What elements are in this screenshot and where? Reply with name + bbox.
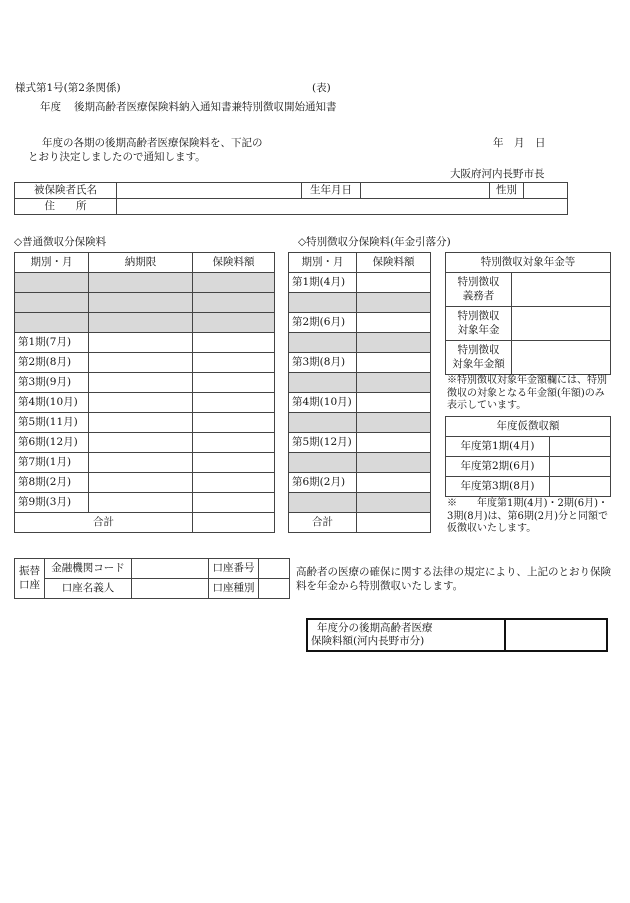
- ordinary-total-value: [193, 513, 275, 533]
- insured-name-value: [117, 183, 302, 199]
- pension-title: 特別徴収対象年金等: [446, 253, 611, 273]
- summary-value: [505, 619, 607, 651]
- account-holder-label: 口座名義人: [45, 579, 132, 599]
- table-row: [15, 413, 275, 433]
- account-number-value: [259, 559, 290, 579]
- special-header-period: 期別・月: [289, 253, 357, 273]
- ordinary-period: 第1期(7月): [15, 333, 89, 353]
- insured-name-label: 被保険者氏名: [15, 183, 117, 199]
- ordinary-period: 第8期(2月): [15, 473, 89, 493]
- pension-amount-value: [512, 341, 611, 375]
- ordinary-header-deadline: 納期限: [89, 253, 193, 273]
- ordinary-period: 第6期(12月): [15, 433, 89, 453]
- special-period: 第6期(2月): [289, 473, 357, 493]
- form-number: 様式第1号(第2条関係): [15, 82, 121, 94]
- issuer: 大阪府河内長野市長: [450, 168, 545, 180]
- pension-type-label: 特別徴収 対象年金: [446, 307, 512, 341]
- pension-obligor-value: [512, 273, 611, 307]
- special-header-amount: 保険料額: [357, 253, 431, 273]
- issue-date: 年 月 日: [493, 137, 546, 149]
- side-label: (表): [312, 82, 331, 94]
- title-year: 年度: [40, 101, 61, 113]
- table-row: [15, 473, 275, 493]
- provisional-row-label: 年度第3期(8月): [446, 477, 550, 497]
- table-row: [15, 333, 275, 353]
- pension-obligor-label: 特別徴収 義務者: [446, 273, 512, 307]
- pension-note: ※特別徴収対象年金額欄には、特別徴収の対象となる年金額(年額)のみ表示しています。: [447, 375, 607, 411]
- bank-code-value: [132, 559, 209, 579]
- pension-table: [445, 252, 611, 375]
- shaded-row: [15, 273, 275, 293]
- summary-label: 年度分の後期高齢者医療 保険料額(河内長野市分): [307, 619, 505, 651]
- special-section-title: ◇特別徴収分保険料(年金引落分): [298, 236, 451, 248]
- shaded-row: [15, 293, 275, 313]
- ordinary-period: 第9期(3月): [15, 493, 89, 513]
- special-table: [288, 252, 431, 533]
- birth-date-value: [361, 183, 490, 199]
- ordinary-section-title: ◇普通徴収分保険料: [14, 236, 107, 248]
- table-row: [15, 433, 275, 453]
- special-period: 第1期(4月): [289, 273, 357, 293]
- pension-amount-label: 特別徴収 対象年金額: [446, 341, 512, 375]
- birth-date-label: 生年月日: [302, 183, 361, 199]
- special-period: 第5期(12月): [289, 433, 357, 453]
- account-type-value: [259, 579, 290, 599]
- ordinary-table: [14, 252, 275, 533]
- bank-table: [14, 558, 290, 599]
- table-row: [15, 453, 275, 473]
- law-text: 高齢者の医療の確保に関する法律の規定により、上記のとおり保険料を年金から特別徴収いたします。: [296, 566, 611, 593]
- ordinary-period: 第2期(8月): [15, 353, 89, 373]
- bank-code-label: 金融機関コード: [45, 559, 132, 579]
- special-total-label: 合計: [289, 513, 357, 533]
- ordinary-header-period: 期別・月: [15, 253, 89, 273]
- shaded-row: [15, 313, 275, 333]
- account-number-label: 口座番号: [209, 559, 259, 579]
- ordinary-period: 第5期(11月): [15, 413, 89, 433]
- address-value: [117, 199, 568, 215]
- summary-table: [306, 618, 608, 652]
- special-period: 第4期(10月): [289, 393, 357, 413]
- table-row: [15, 493, 275, 513]
- table-row: [15, 373, 275, 393]
- insured-info-table: [14, 182, 568, 215]
- account-holder-value: [132, 579, 209, 599]
- pension-type-value: [512, 307, 611, 341]
- provisional-title: 年度仮徴収額: [446, 417, 611, 437]
- ordinary-header-amount: 保険料額: [193, 253, 275, 273]
- ordinary-period: 第3期(9月): [15, 373, 89, 393]
- provisional-table: [445, 416, 611, 497]
- table-row: [15, 353, 275, 373]
- special-period: 第3期(8月): [289, 353, 357, 373]
- special-period: 第2期(6月): [289, 313, 357, 333]
- provisional-row-label: 年度第1期(4月): [446, 437, 550, 457]
- intro-line-1: 年度の各期の後期高齢者医療保険料を、下記の: [42, 137, 263, 149]
- document-title: 後期高齢者医療保険料納入通知書兼特別徴収開始通知書: [74, 101, 337, 113]
- address-label: 住 所: [15, 199, 117, 215]
- intro-line-2: とおり決定しましたので通知します。: [28, 151, 206, 163]
- sex-label: 性別: [490, 183, 524, 199]
- sex-value: [524, 183, 568, 199]
- ordinary-period: 第4期(10月): [15, 393, 89, 413]
- provisional-row-label: 年度第2期(6月): [446, 457, 550, 477]
- special-total-value: [357, 513, 431, 533]
- ordinary-period: 第7期(1月): [15, 453, 89, 473]
- account-type-label: 口座種別: [209, 579, 259, 599]
- provisional-note: ※ 年度第1期(4月)・2期(6月)・3期(8月)は、第6期(2月)分と同額で仮徴収いたします。: [447, 498, 609, 534]
- table-row: [15, 393, 275, 413]
- transfer-account-label: 振替 口座: [15, 559, 45, 599]
- ordinary-total-label: 合計: [15, 513, 193, 533]
